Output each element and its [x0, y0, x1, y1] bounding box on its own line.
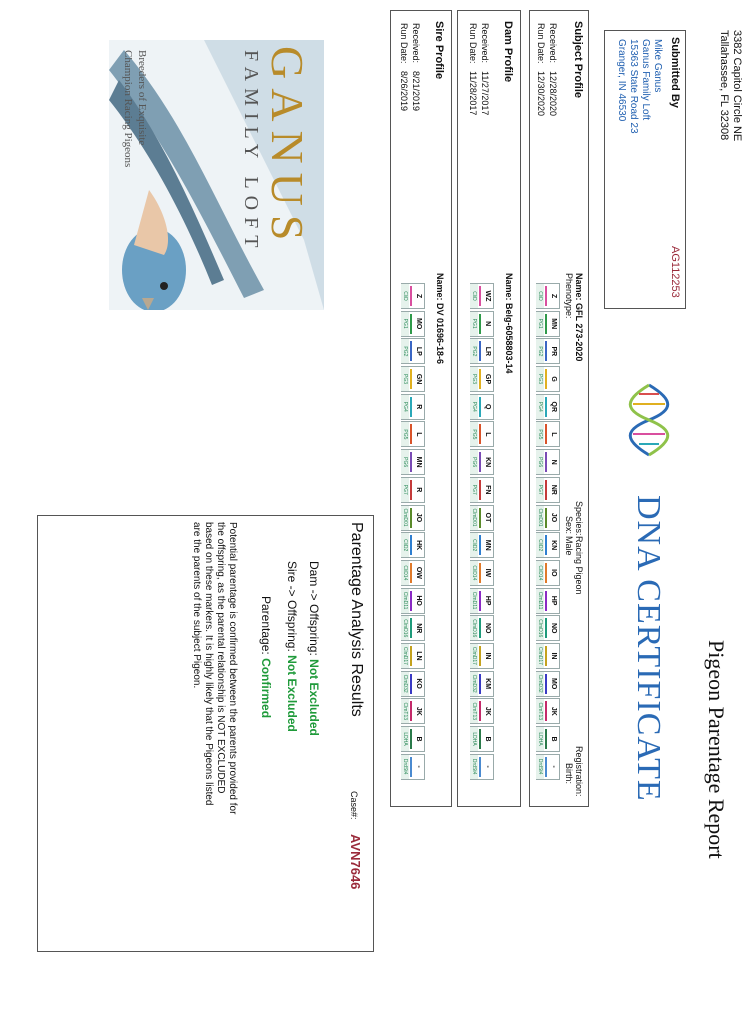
allele-value: HO	[415, 595, 422, 606]
marker-cell	[470, 754, 494, 780]
locus-label: PG2	[401, 339, 409, 363]
locus-color-bar	[479, 701, 481, 721]
locus-color-bar	[479, 480, 481, 500]
marker-cell	[536, 505, 560, 531]
results-heading: Parentage Analysis Results	[348, 522, 365, 717]
locus-color-bar	[410, 618, 412, 638]
locus-label: PG5	[536, 422, 544, 446]
received-label: Received:	[548, 23, 558, 64]
allele-value: OT	[484, 512, 491, 523]
allele-value: IO	[550, 569, 557, 577]
subject-heading: Subject Profile	[572, 21, 584, 99]
locus-color-bar	[479, 397, 481, 417]
sire-result-label: Sire -> Offspring:	[285, 561, 299, 652]
locus-label: ClmD17	[470, 644, 478, 668]
dam-result-value: Not Excluded	[307, 659, 321, 736]
locus-label: CliD14	[401, 561, 409, 585]
parentage-label: Parentage:	[259, 596, 273, 655]
locus-label: PG3	[401, 367, 409, 391]
sex-label: Sex:	[564, 516, 574, 535]
allele-value: JK	[484, 706, 491, 716]
allele-value: -	[415, 765, 422, 768]
locus-color-bar	[410, 314, 412, 334]
locus-color-bar	[479, 646, 481, 666]
locus-label: PG2	[536, 339, 544, 363]
marker-cell	[536, 366, 560, 392]
marker-cell	[470, 532, 494, 558]
locus-color-bar	[545, 701, 547, 721]
allele-value: -	[484, 765, 491, 768]
marker-cell	[470, 283, 494, 309]
locus-label: PG2	[470, 339, 478, 363]
locus-color-bar	[545, 341, 547, 361]
locus-label: DrdSt4	[401, 755, 409, 779]
allele-value: L	[415, 432, 422, 437]
locus-label: PG6	[401, 450, 409, 474]
subject-name: GFL 273-2020	[574, 303, 584, 362]
marker-cell	[401, 338, 425, 364]
allele-value: GN	[415, 373, 422, 385]
locus-label: PG6	[536, 450, 544, 474]
locus-color-bar	[545, 508, 547, 528]
marker-cell	[470, 643, 494, 669]
locus-color-bar	[545, 563, 547, 583]
locus-color-bar	[479, 618, 481, 638]
locus-label: ClmT13	[401, 699, 409, 723]
allele-value: JK	[415, 706, 422, 716]
locus-label: LDHA	[470, 727, 478, 751]
dam-received: 11/27/2017	[480, 71, 490, 116]
marker-cell	[470, 726, 494, 752]
locus-label: CliD14	[536, 561, 544, 585]
marker-cell	[470, 311, 494, 337]
locus-label: DrdSt4	[536, 755, 544, 779]
marker-cell	[401, 615, 425, 641]
marker-cell	[536, 449, 560, 475]
locus-label: PG3	[536, 367, 544, 391]
marker-cell	[536, 754, 560, 780]
locus-label: ClmD11	[536, 589, 544, 613]
locus-label: PG4	[470, 395, 478, 419]
locus-label: ClmD16	[536, 616, 544, 640]
allele-value: LP	[415, 346, 422, 356]
received-label: Received:	[480, 23, 490, 64]
allele-value: LR	[484, 346, 491, 357]
locus-label: PG5	[470, 422, 478, 446]
received-label: Received:	[411, 23, 421, 64]
allele-value: IW	[484, 568, 491, 578]
marker-cell	[401, 754, 425, 780]
locus-label: ClmD32	[536, 672, 544, 696]
allele-value: WZ	[484, 290, 491, 302]
locus-label: ClmD16	[470, 616, 478, 640]
submitted-by-box	[604, 30, 686, 309]
allele-value: MN	[550, 318, 557, 330]
allele-value: IN	[484, 652, 491, 660]
banner-tagline-1: Breeders of Exquisite	[136, 50, 148, 146]
locus-color-bar	[545, 369, 547, 389]
sire-profile-box	[390, 10, 452, 807]
submitter-line: 15363 State Road 23	[628, 39, 639, 134]
locus-color-bar	[479, 729, 481, 749]
marker-cell	[401, 394, 425, 420]
locus-color-bar	[410, 480, 412, 500]
allele-value: Z	[550, 293, 557, 299]
locus-color-bar	[545, 286, 547, 306]
marker-cell	[536, 477, 560, 503]
allele-value: MO	[415, 318, 422, 330]
sire-offspring-result	[285, 561, 299, 732]
marker-cell	[401, 643, 425, 669]
locus-label: LDHA	[401, 727, 409, 751]
sire-name: DV 01696-18-6	[435, 303, 445, 365]
locus-color-bar	[545, 314, 547, 334]
marker-cell	[401, 671, 425, 697]
locus-label: CliD	[536, 284, 544, 308]
locus-color-bar	[479, 674, 481, 694]
allele-value: B	[550, 736, 557, 742]
submitter-address	[615, 39, 663, 134]
allele-value: KM	[484, 678, 491, 690]
locus-color-bar	[545, 729, 547, 749]
locus-color-bar	[479, 591, 481, 611]
locus-label: DrdSt4	[470, 755, 478, 779]
allele-value: JO	[550, 512, 557, 523]
locus-label: ClmT13	[470, 699, 478, 723]
allele-value: HP	[550, 595, 557, 606]
allele-value: KN	[484, 457, 491, 468]
allele-value: N	[550, 459, 557, 465]
allele-value: MN	[484, 539, 491, 551]
name-label: Name:	[574, 273, 584, 301]
locus-color-bar	[410, 397, 412, 417]
marker-cell	[470, 505, 494, 531]
locus-label: PG7	[401, 478, 409, 502]
marker-cell	[470, 449, 494, 475]
locus-label: PG5	[401, 422, 409, 446]
locus-color-bar	[410, 674, 412, 694]
locus-color-bar	[479, 757, 481, 777]
allele-value: KO	[415, 678, 422, 689]
locus-label: CliD2	[536, 533, 544, 557]
marker-cell	[401, 311, 425, 337]
sire-run-date: 8/26/2019	[399, 71, 409, 112]
phenotype-label: Phenotype:	[564, 273, 574, 319]
locus-color-bar	[410, 535, 412, 555]
parentage-result	[259, 596, 273, 718]
marker-cell	[536, 394, 560, 420]
locus-label: ClmD01	[536, 506, 544, 530]
locus-color-bar	[545, 646, 547, 666]
submitter-line: Granger, IN 46530	[616, 39, 627, 122]
marker-cell	[470, 338, 494, 364]
dam-offspring-result	[307, 561, 321, 736]
sire-heading: Sire Profile	[433, 21, 445, 80]
conclusion-statement: Potential parentage is confirmed between the parents provided for the offspring, as the parental relationship is NOT EXCLUDED based on these markers. It is highly likely that the Pigeons listed are the parents of the subject Pigeon.	[191, 522, 238, 815]
parentage-value: Confirmed	[259, 658, 273, 719]
allele-value: Z	[415, 293, 422, 299]
locus-label: ClmD01	[470, 506, 478, 530]
subject-sex: Male	[564, 536, 574, 556]
species-label: Species:	[574, 501, 584, 536]
locus-label: PG4	[401, 395, 409, 419]
locus-label: ClmD32	[470, 672, 478, 696]
locus-label: ClmD01	[401, 506, 409, 530]
locus-color-bar	[479, 314, 481, 334]
locus-label: PG3	[470, 367, 478, 391]
allele-value: IN	[550, 652, 557, 660]
locus-color-bar	[545, 618, 547, 638]
dam-heading: Dam Profile	[502, 21, 514, 83]
marker-cell	[401, 726, 425, 752]
marker-cell	[401, 588, 425, 614]
allele-value: MN	[415, 456, 422, 468]
marker-cell	[470, 588, 494, 614]
locus-color-bar	[410, 286, 412, 306]
allele-value: JO	[415, 512, 422, 523]
marker-cell	[470, 421, 494, 447]
locus-color-bar	[410, 508, 412, 528]
locus-color-bar	[545, 757, 547, 777]
marker-cell	[536, 726, 560, 752]
locus-color-bar	[479, 341, 481, 361]
name-label: Name:	[435, 273, 445, 301]
registration-label: Registration:	[574, 746, 584, 797]
allele-value: Q	[484, 404, 491, 410]
marker-cell	[470, 394, 494, 420]
marker-cell	[470, 698, 494, 724]
marker-cell	[401, 449, 425, 475]
locus-color-bar	[410, 452, 412, 472]
locus-label: CliD2	[401, 533, 409, 557]
allele-value: L	[484, 432, 491, 437]
locus-color-bar	[410, 591, 412, 611]
marker-cell	[470, 366, 494, 392]
certificate-title: DNA CERTIFICATE	[630, 495, 667, 802]
run-date-label: Run Date:	[536, 23, 546, 64]
marker-cell	[536, 560, 560, 586]
locus-color-bar	[410, 369, 412, 389]
locus-label: ClmD11	[470, 589, 478, 613]
sire-marker-strip	[401, 283, 425, 781]
locus-label: ClmD32	[401, 672, 409, 696]
locus-color-bar	[410, 341, 412, 361]
marker-cell	[470, 671, 494, 697]
allele-value: R	[415, 487, 422, 493]
locus-color-bar	[410, 729, 412, 749]
allele-value: GP	[484, 374, 491, 385]
marker-cell	[536, 671, 560, 697]
allele-value: N	[484, 321, 491, 327]
dna-helix-icon	[619, 380, 679, 460]
allele-value: QR	[550, 401, 557, 412]
locus-color-bar	[479, 535, 481, 555]
marker-cell	[536, 283, 560, 309]
report-title: Pigeon Parentage Report	[704, 640, 729, 859]
locus-color-bar	[410, 424, 412, 444]
address-line-1: 3382 Capitol Circle NE	[731, 30, 743, 142]
locus-label: PG4	[536, 395, 544, 419]
locus-label: PG1	[401, 312, 409, 336]
allele-value: NO	[550, 623, 557, 634]
run-date-label: Run Date:	[468, 23, 478, 64]
marker-cell	[401, 698, 425, 724]
allele-value: -	[550, 765, 557, 768]
marker-cell	[401, 421, 425, 447]
marker-cell	[470, 477, 494, 503]
dam-name: Belg-6058803-14	[504, 303, 514, 374]
locus-color-bar	[545, 591, 547, 611]
locus-label: ClmD17	[401, 644, 409, 668]
marker-cell	[401, 560, 425, 586]
dam-run-date: 11/28/2017	[468, 71, 478, 116]
locus-label: PG1	[470, 312, 478, 336]
locus-color-bar	[545, 452, 547, 472]
allele-value: B	[415, 736, 422, 742]
sire-result-value: Not Excluded	[285, 655, 299, 732]
allele-value: HK	[415, 540, 422, 551]
locus-color-bar	[545, 535, 547, 555]
marker-cell	[536, 643, 560, 669]
locus-label: CliD2	[470, 533, 478, 557]
locus-label: PG7	[470, 478, 478, 502]
allele-value: G	[550, 376, 557, 382]
allele-value: LN	[415, 651, 422, 661]
marker-cell	[401, 477, 425, 503]
subject-run-date: 12/30/2020	[536, 71, 546, 117]
locus-label: CliD14	[470, 561, 478, 585]
locus-color-bar	[479, 452, 481, 472]
locus-label: ClmT13	[536, 699, 544, 723]
locus-color-bar	[479, 369, 481, 389]
marker-cell	[536, 532, 560, 558]
locus-label: PG1	[536, 312, 544, 336]
marker-cell	[536, 615, 560, 641]
locus-color-bar	[479, 424, 481, 444]
allele-value: L	[550, 432, 557, 437]
allele-value: NR	[415, 623, 422, 634]
banner-brand: GANUS	[262, 46, 313, 250]
dam-marker-strip	[470, 283, 494, 781]
banner-tagline-2: Champion Racing Pigeons	[122, 50, 134, 168]
locus-color-bar	[410, 701, 412, 721]
subject-marker-strip	[536, 283, 560, 781]
lab-address	[717, 30, 743, 141]
marker-cell	[401, 532, 425, 558]
allele-value: B	[484, 736, 491, 742]
birth-label: Birth:	[564, 763, 574, 785]
marker-cell	[536, 698, 560, 724]
subject-received: 12/28/2020	[548, 71, 558, 117]
subject-species: Racing Pigeon	[574, 536, 584, 595]
marker-cell	[401, 283, 425, 309]
ganus-family-loft-banner	[109, 40, 324, 310]
allele-value: R	[415, 404, 422, 410]
marker-cell	[470, 560, 494, 586]
parentage-results-box	[37, 515, 374, 952]
allele-value: PR	[550, 346, 557, 357]
address-line-2: Tallahassee, FL 32308	[718, 30, 730, 141]
case-label: Case#:	[349, 791, 359, 820]
locus-label: LDHA	[536, 727, 544, 751]
locus-label: PG6	[470, 450, 478, 474]
locus-color-bar	[410, 646, 412, 666]
submitter-line: Ganus Family Loft	[640, 39, 651, 121]
marker-cell	[536, 588, 560, 614]
locus-label: ClmD11	[401, 589, 409, 613]
locus-color-bar	[479, 508, 481, 528]
name-label: Name:	[504, 273, 514, 301]
submitted-by-heading: Submitted By	[669, 37, 681, 108]
allele-value: NR	[550, 484, 557, 495]
marker-cell	[401, 505, 425, 531]
locus-label: ClmD16	[401, 616, 409, 640]
locus-color-bar	[545, 480, 547, 500]
case-number: AVN7646	[348, 834, 363, 890]
account-id: AG112253	[669, 246, 681, 298]
marker-cell	[536, 338, 560, 364]
sire-received: 8/21/2019	[411, 71, 421, 112]
locus-color-bar	[410, 563, 412, 583]
locus-label: CliD	[470, 284, 478, 308]
allele-value: HP	[484, 595, 491, 606]
locus-label: CliD	[401, 284, 409, 308]
subject-profile-box	[529, 10, 589, 807]
locus-label: ClmD17	[536, 644, 544, 668]
locus-color-bar	[545, 424, 547, 444]
allele-value: KN	[550, 540, 557, 551]
allele-value: MO	[550, 677, 557, 690]
submitter-line: Mike Ganus	[652, 39, 663, 93]
locus-label: PG7	[536, 478, 544, 502]
locus-color-bar	[479, 286, 481, 306]
dam-profile-box	[457, 10, 521, 807]
dam-result-label: Dam -> Offspring:	[307, 561, 321, 656]
locus-color-bar	[410, 757, 412, 777]
marker-cell	[470, 615, 494, 641]
marker-cell	[536, 311, 560, 337]
marker-cell	[536, 421, 560, 447]
marker-cell	[401, 366, 425, 392]
allele-value: OW	[415, 566, 422, 579]
allele-value: FN	[484, 485, 491, 495]
allele-value: JK	[550, 706, 557, 716]
locus-color-bar	[545, 397, 547, 417]
banner-subbrand: FAMILY LOFT	[240, 50, 262, 255]
locus-color-bar	[545, 674, 547, 694]
locus-color-bar	[479, 563, 481, 583]
run-date-label: Run Date:	[399, 23, 409, 64]
allele-value: NO	[484, 623, 491, 634]
